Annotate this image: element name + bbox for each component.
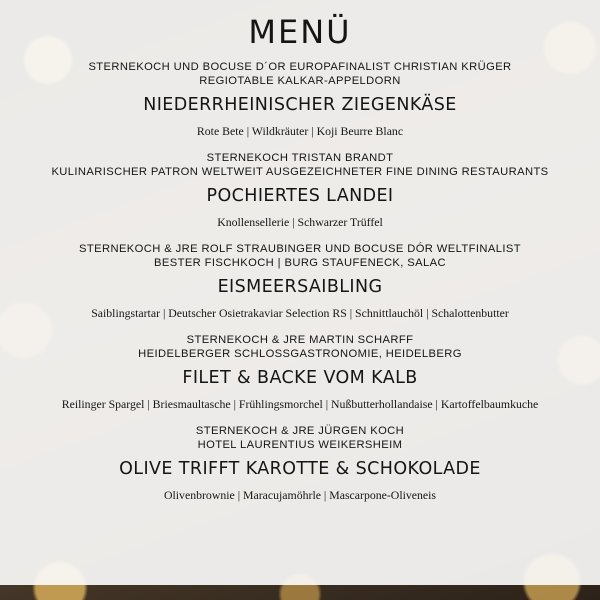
dish-title: POCHIERTES LANDEI <box>206 186 394 206</box>
dish-title: FILET & BACKE VOM KALB <box>182 368 418 388</box>
dish-description: Rote Bete | Wildkräuter | Koji Beurre Blanc <box>196 124 404 138</box>
restaurant-line: BESTER FISCHKOCH | BURG STAUFENECK, SALAC <box>154 257 446 269</box>
chef-line: STERNEKOCH & JRE MARTIN SCHARFF <box>186 334 414 346</box>
dish-title: EISMEERSAIBLING <box>217 277 383 297</box>
restaurant-line: HEIDELBERGER SCHLOSSGASTRONOMIE, HEIDELBERG <box>138 348 462 360</box>
menu-title: MENÜ <box>248 13 352 51</box>
dish-title: NIEDERRHEINISCHER ZIEGENKÄSE <box>143 95 457 115</box>
restaurant-line: REGIOTABLE KALKAR-APPELDORN <box>199 75 401 87</box>
restaurant-line: KULINARISCHER PATRON WELTWEIT AUSGEZEICHNETER FINE DINING RESTAURANTS <box>51 166 549 178</box>
chef-line: STERNEKOCH TRISTAN BRANDT <box>206 152 394 164</box>
chef-line: STERNEKOCH & JRE ROLF STRAUBINGER UND BOCUSE DÓR WELTFINALIST <box>79 243 521 255</box>
course-5 <box>0 424 600 502</box>
dish-title: OLIVE TRIFFT KAROTTE & SCHOKOLADE <box>119 459 481 479</box>
chef-line: STERNEKOCH UND BOCUSE D´OR EUROPAFINALIST CHRISTIAN KRÜGER <box>88 61 512 73</box>
dish-description: Saiblingstartar | Deutscher Osietrakaviar Selection RS | Schnittlauchöl | Schalottenbutter <box>91 306 509 320</box>
course-4 <box>0 333 600 411</box>
dish-description: Knollensellerie | Schwarzer Trüffel <box>217 215 383 229</box>
restaurant-line: HOTEL LAURENTIUS WEIKERSHEIM <box>197 439 403 451</box>
dish-description: Reilinger Spargel | Briesmaultasche | Frühlingsmorchel | Nußbutterhollandaise | Kartoffelbaumkuche <box>61 397 539 411</box>
course-1 <box>0 60 600 138</box>
chef-line: STERNEKOCH & JRE JÜRGEN KOCH <box>195 425 405 437</box>
dish-description: Olivenbrownie | Maracujamöhrle | Mascarpone-Oliveneis <box>163 488 437 502</box>
course-3 <box>0 242 600 320</box>
course-2 <box>0 151 600 229</box>
